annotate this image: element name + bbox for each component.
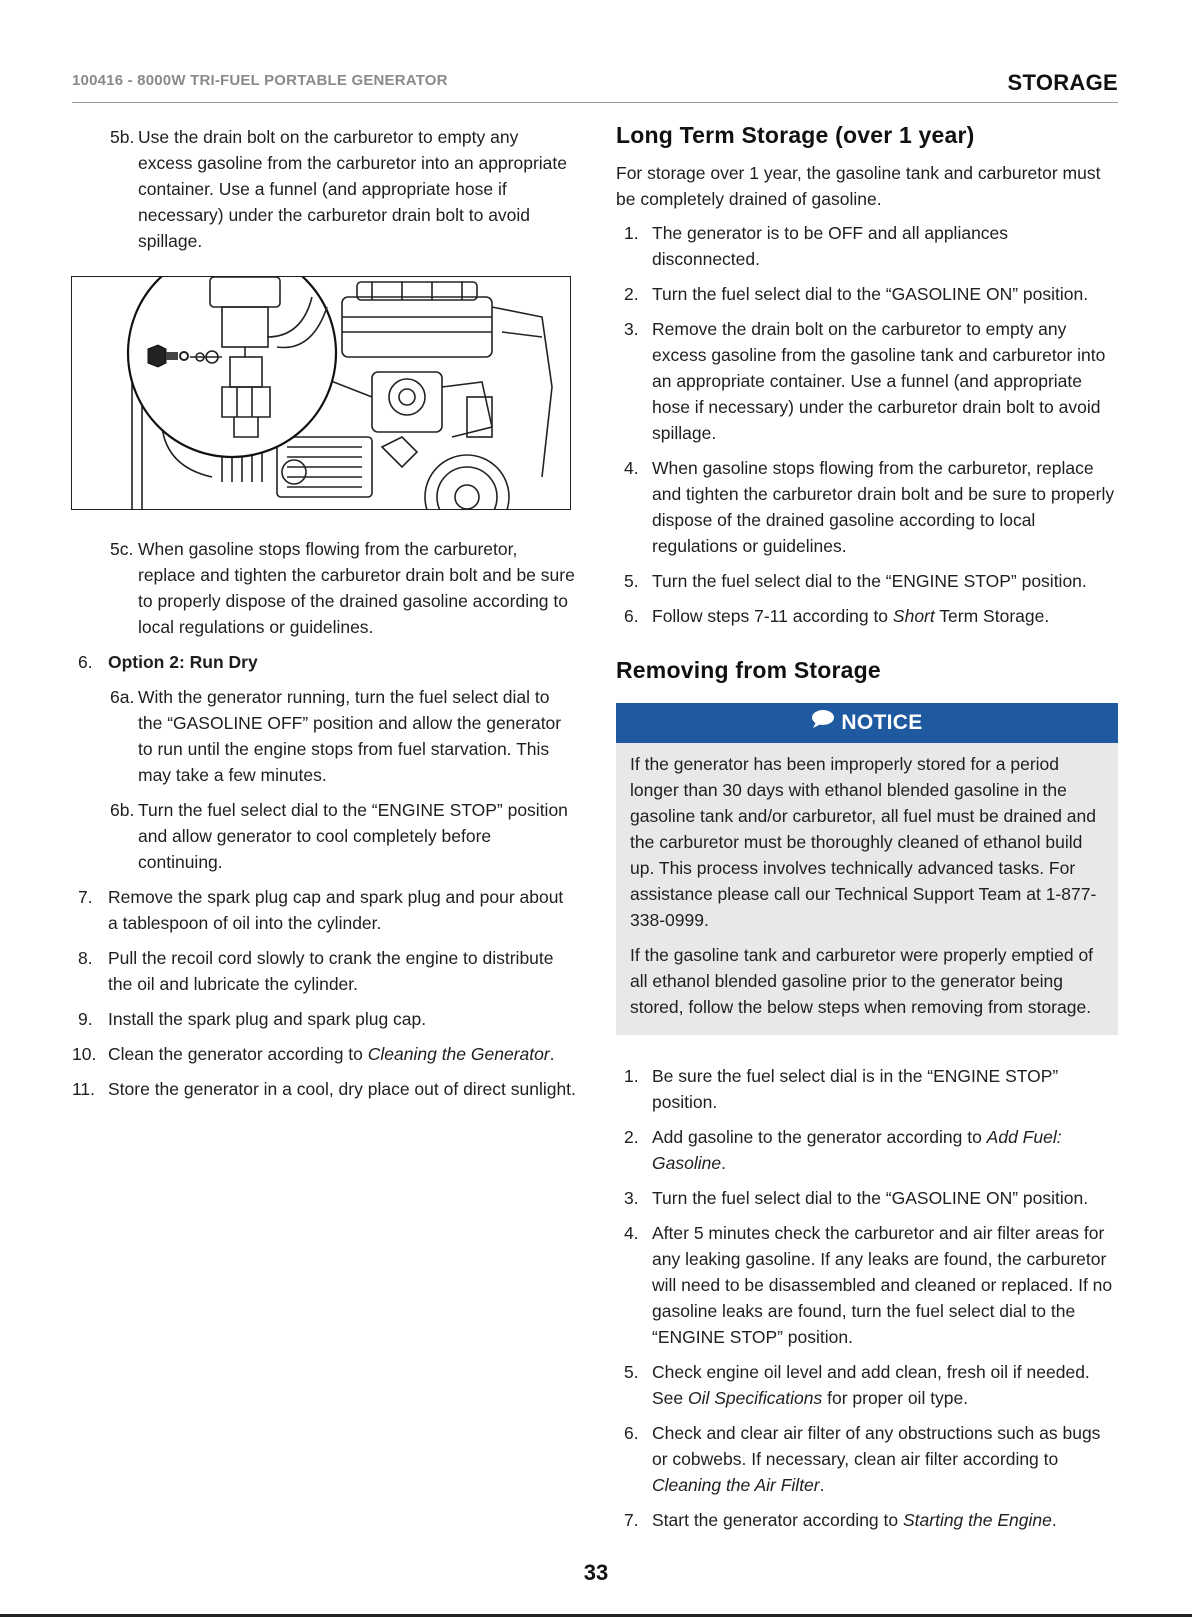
step-text-part: Term Storage. [934, 606, 1050, 626]
step-number: 2. [624, 1127, 639, 1147]
page-number: 33 [583, 1560, 609, 1585]
step-text: Turn the fuel select dial to the “GASOLINE ON” position. [652, 1188, 1089, 1208]
step-6a [72, 684, 577, 788]
notice-title: NOTICE [841, 711, 923, 734]
long-term-step [616, 220, 1120, 272]
step-number: 4. [624, 1223, 639, 1243]
step-text [652, 1423, 1100, 1495]
cross-reference-link[interactable]: Short [892, 606, 935, 626]
step-text-part: Add gasoline to the generator according to [652, 1127, 987, 1147]
step-text-part: Check engine oil level and add clean, fresh oil if needed. See [652, 1362, 1090, 1408]
long-term-step [616, 603, 1120, 629]
step-6b [72, 797, 577, 875]
step-number: 1. [624, 223, 639, 243]
step-number: 3. [624, 319, 639, 339]
removing-steps [616, 1063, 1120, 1533]
removing-step-1 [616, 1063, 1120, 1115]
step-text: Use the drain bolt on the carburetor to empty any excess gasoline from the carburetor into an appropriate container. Use a funnel (and appropriate hose if necessary) under the carburetor drain bolt to avoid spillage. [138, 127, 567, 251]
cross-reference-link[interactable]: Cleaning the Generator [367, 1044, 550, 1064]
step-text-part: for proper oil type. [822, 1388, 969, 1408]
removing-step-4 [616, 1220, 1120, 1350]
generator-engine-drawing [72, 277, 570, 509]
removing-from-storage-heading: Removing from Storage [616, 657, 881, 683]
step-text-part: . [1051, 1510, 1057, 1530]
step-number: 1. [624, 1066, 639, 1086]
cross-reference-link[interactable]: Add Fuel: Gasoline [652, 1127, 1062, 1173]
speech-bubble-icon [811, 703, 835, 743]
notice-paragraph: If the gasoline tank and carburetor were properly emptied of all ethanol blended gasoline prior to the generator being stored, follow the below steps when removing from storage. [630, 945, 1094, 1017]
cross-reference-link[interactable]: Cleaning the Air Filter [652, 1475, 820, 1495]
step-9 [72, 1006, 577, 1032]
notice-paragraph: If the generator has been improperly stored for a period longer than 30 days with ethanol blended gasoline in the gasoline tank and/or carburetor, all fuel must be drained and the carburetor must be thoroughly cleaned of ethanol build up. This process involves technically advanced tasks. For assistance please call our Technical Support Team at 1-877-338-0999. [630, 754, 1097, 930]
step-text: When gasoline stops flowing from the carburetor, replace and tighten the carburetor drain bolt and be sure to properly dispose of the drained gasoline according to local regulations or guidelines. [652, 458, 1115, 556]
step-number: 4. [624, 458, 639, 478]
step-text: When gasoline stops flowing from the carburetor, replace and tighten the carburetor drain bolt and be sure to properly dispose of the drained gasoline according to local regulations or guidelines. [138, 539, 575, 637]
step-text: Store the generator in a cool, dry place out of direct sunlight. [108, 1079, 576, 1099]
step-number: 6a. [110, 687, 135, 707]
step-text-part: . [721, 1153, 726, 1173]
step-number: 6. [624, 606, 639, 626]
notice-box [616, 703, 1118, 1035]
step-6 [72, 649, 577, 675]
removing-step-7 [616, 1507, 1120, 1533]
step-5b [72, 124, 577, 254]
step-text-part: Check and clear air filter of any obstructions such as bugs or cobwebs. If necessary, clean air filter according to [652, 1423, 1101, 1469]
page-header [72, 68, 1118, 103]
step-text: Install the spark plug and spark plug cap. [108, 1009, 427, 1029]
step-text: Turn the fuel select dial to the “ENGINE STOP” position. [652, 571, 1087, 591]
step-text-part: . [819, 1475, 825, 1495]
long-term-steps [616, 220, 1120, 629]
step-number: 6. [624, 1423, 639, 1443]
step-number: 10. [72, 1044, 97, 1064]
step-number: 11. [72, 1079, 96, 1099]
step-text: With the generator running, turn the fuel select dial to the “GASOLINE OFF” position and allow the generator to run until the engine stops from fuel starvation. This may take a few minutes. [138, 687, 562, 785]
notice-header [616, 703, 1118, 743]
step-number: 5c. [110, 539, 134, 559]
notice-body [616, 743, 1118, 1035]
step-number: 2. [624, 284, 639, 304]
step-text [108, 1041, 577, 1067]
step-text: Remove the spark plug cap and spark plug and pour about a tablespoon of oil into the cylinder. [108, 887, 564, 933]
step-8 [72, 945, 577, 997]
section-title: STORAGE [1007, 70, 1118, 95]
step-text: Turn the fuel select dial to the “GASOLINE ON” position. [652, 284, 1089, 304]
long-term-intro: For storage over 1 year, the gasoline tank and carburetor must be completely drained of gasoline. [616, 163, 1101, 209]
right-column [616, 120, 1120, 1542]
step-text: After 5 minutes check the carburetor and air filter areas for any leaking gasoline. If any leaks are found, the carburetor will need to be disassembled and cleaned or replaced. If no gasoline leaks are found, turn the fuel select dial to the “ENGINE STOP” position. [652, 1223, 1113, 1347]
step-text-part: Start the generator according to [652, 1510, 903, 1530]
step-10 [72, 1041, 577, 1067]
cross-reference-link[interactable]: Oil Specifications [688, 1388, 823, 1408]
step-text-part: . [549, 1044, 555, 1064]
carburetor-drain-bolt-illustration [71, 276, 571, 510]
step-number: 3. [624, 1188, 639, 1208]
step-number: 9. [78, 1009, 93, 1029]
step-text [652, 1510, 1057, 1530]
step-number: 5. [624, 571, 639, 591]
step-text: Turn the fuel select dial to the “ENGINE STOP” position and allow generator to cool completely before continuing. [138, 800, 568, 872]
step-7 [72, 884, 577, 936]
long-term-storage-heading: Long Term Storage (over 1 year) [616, 122, 975, 148]
step-text-part: Follow steps 7-11 according to [652, 606, 893, 626]
step-number: 5. [624, 1362, 639, 1382]
step-number: 7. [78, 887, 93, 907]
step-text: The generator is to be OFF and all appliances disconnected. [652, 223, 1009, 269]
step-number: 7. [624, 1510, 639, 1530]
step-text [652, 606, 1049, 626]
removing-step-6 [616, 1420, 1120, 1498]
left-column [72, 124, 577, 1111]
step-number: 6. [78, 652, 93, 672]
step-text: Option 2: Run Dry [108, 652, 258, 672]
removing-step-2 [616, 1124, 1120, 1176]
long-term-step [616, 455, 1120, 559]
step-text: Be sure the fuel select dial is in the “ENGINE STOP” position. [652, 1066, 1059, 1112]
removing-step-5 [616, 1359, 1120, 1411]
step-number: 5b. [110, 127, 135, 147]
step-text: Pull the recoil cord slowly to crank the engine to distribute the oil and lubricate the cylinder. [108, 948, 554, 994]
long-term-step [616, 281, 1120, 307]
step-text-part: Clean the generator according to [108, 1044, 368, 1064]
step-text: Remove the drain bolt on the carburetor to empty any excess gasoline from the gasoline tank and carburetor into an appropriate container. Use a funnel (and appropriate hose if necessary) under the carburetor drain bolt to avoid spillage. [652, 319, 1106, 443]
step-5c [72, 536, 577, 640]
removing-step-3 [616, 1185, 1120, 1211]
long-term-step [616, 316, 1120, 446]
step-11 [72, 1076, 577, 1102]
model-title: 100416 - 8000W TRI-FUEL PORTABLE GENERATOR [72, 72, 448, 89]
step-number: 6b. [110, 800, 135, 820]
cross-reference-link[interactable]: Starting the Engine [902, 1510, 1052, 1530]
step-text [652, 1127, 1062, 1173]
step-text [652, 1362, 1090, 1408]
step-number: 8. [78, 948, 93, 968]
long-term-step [616, 568, 1120, 594]
